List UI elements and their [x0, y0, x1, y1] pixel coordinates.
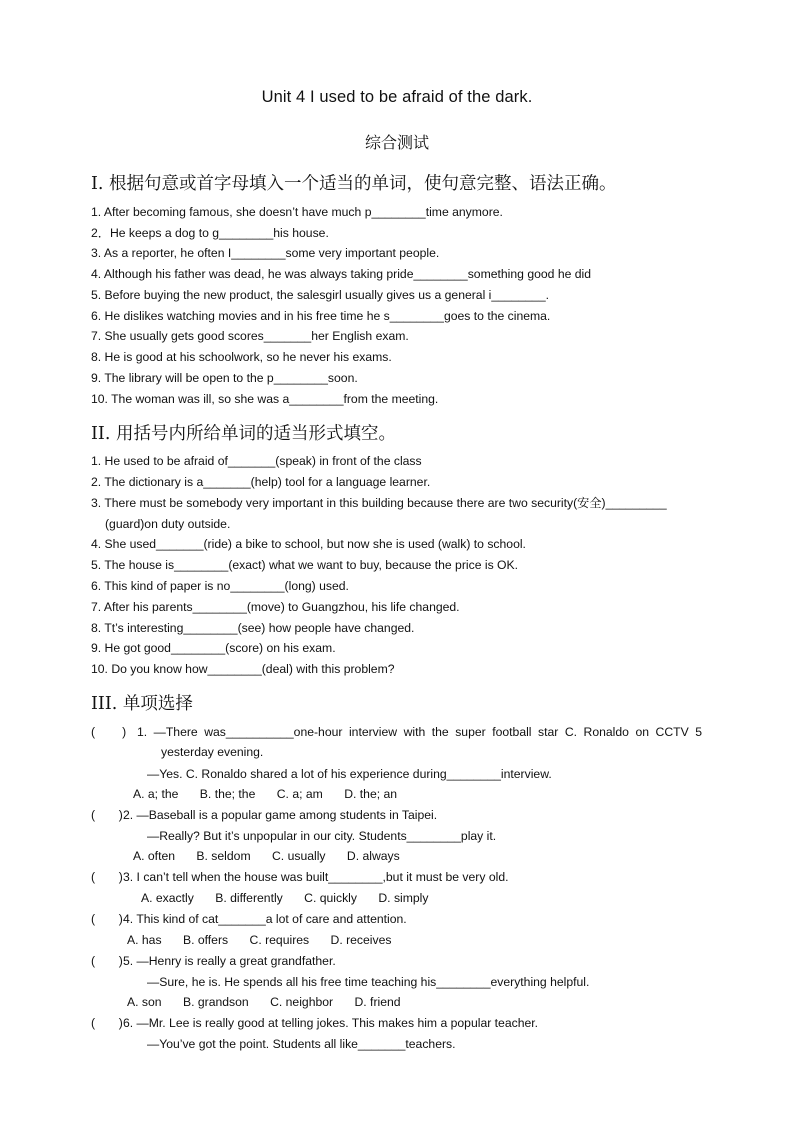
option-c[interactable]: C. a; am [276, 787, 323, 801]
answer-bracket[interactable]: ( ) [91, 808, 123, 822]
option-d[interactable]: D. simply [378, 891, 429, 905]
option-a[interactable]: A. often [133, 849, 176, 863]
option-a[interactable]: A. a; the [133, 787, 179, 801]
answer-bracket[interactable]: ( ) [91, 725, 127, 739]
q1-stem: 1. —There was__________one-hour interview with the super football star C. Ronaldo on CCTV 5 [137, 725, 702, 739]
s2-item-7: 7. After his parents________(move) to Guangzhou, his life changed. [91, 600, 460, 614]
q2-reply: —Really? But it’s unpopular in our city. Students________play it. [147, 829, 497, 843]
page-subtitle: 综合测试 [364, 133, 429, 152]
q5-options [127, 994, 419, 1010]
option-b[interactable]: B. seldom [196, 849, 251, 863]
answer-bracket[interactable]: ( ) [91, 912, 123, 926]
s2-item-8: 8. Tt’s interesting________(see) how people have changed. [91, 621, 415, 635]
q5-stem: 5. —Henry is really a great grandfather. [123, 954, 336, 968]
option-b[interactable]: B. offers [182, 933, 229, 947]
q3-stem: 3. I can’t tell when the house was built________,but it must be very old. [123, 870, 509, 884]
option-b[interactable]: B. grandson [182, 995, 249, 1009]
page-title: Unit 4 I used to be afraid of the dark. [261, 88, 533, 106]
option-d[interactable]: D. friend [354, 995, 401, 1009]
q6-reply: —You’ve got the point. Students all like_______teachers. [147, 1037, 456, 1051]
option-a[interactable]: A. exactly [141, 891, 194, 905]
q2-stem: 2. —Baseball is a popular game among students in Taipei. [123, 808, 438, 822]
option-d[interactable]: D. always [346, 849, 400, 863]
s2-item-10: 10. Do you know how________(deal) with this problem? [91, 662, 395, 676]
q1-options [133, 786, 415, 802]
s1-item-4: 4. Although his father was dead, he was always taking pride________something good he did [91, 267, 592, 281]
s2-item-1: 1. He used to be afraid of_______(speak) in front of the class [91, 454, 422, 468]
q5-reply: —Sure, he is. He spends all his free time teaching his________everything helpful. [147, 975, 590, 989]
s2-item-6: 6. This kind of paper is no________(long) used. [91, 579, 349, 593]
s1-item-10: 10. The woman was ill, so she was a________from the meeting. [91, 392, 439, 406]
q2-options [133, 848, 418, 864]
q3-options [141, 890, 446, 906]
s2-item-9: 9. He got good________(score) on his exam. [91, 641, 336, 655]
section-1-heading: I. 根据句意或首字母填入一个适当的单词，使句意完整、语法正确。 [91, 174, 617, 194]
section-3-heading: III. 单项选择 [91, 694, 193, 714]
s1-item-1: 1. After becoming famous, she doesn’t have much p________time anymore. [91, 205, 503, 219]
option-d[interactable]: D. receives [330, 933, 392, 947]
section-2-heading: II. 用括号内所给单词的适当形式填空。 [91, 424, 396, 444]
option-c[interactable]: C. usually [272, 849, 326, 863]
option-c[interactable]: C. requires [249, 933, 310, 947]
option-a[interactable]: A. has [127, 933, 162, 947]
s2-item-3: 3. There must be somebody very important in this building because there are two security(安全)_________ [91, 496, 667, 510]
q1-stem-cont: yesterday evening. [161, 745, 264, 759]
option-d[interactable]: D. the; an [344, 787, 398, 801]
s1-item-6: 6. He dislikes watching movies and in his free time he s________goes to the cinema. [91, 309, 551, 323]
answer-bracket[interactable]: ( ) [91, 1016, 123, 1030]
s2-item-3-cont: (guard)on duty outside. [105, 517, 231, 531]
s1-item-8: 8. He is good at his schoolwork, so he never his exams. [91, 350, 392, 364]
option-b[interactable]: B. the; the [199, 787, 256, 801]
s1-item-7: 7. She usually gets good scores_______her English exam. [91, 329, 409, 343]
s1-item-9: 9. The library will be open to the p________soon. [91, 371, 358, 385]
option-c[interactable]: C. quickly [304, 891, 357, 905]
answer-bracket[interactable]: ( ) [91, 954, 123, 968]
s2-item-2: 2. The dictionary is a_______(help) tool for a language learner. [91, 475, 431, 489]
q4-stem: 4. This kind of cat_______a lot of care and attention. [123, 912, 407, 926]
q4-options [127, 932, 409, 948]
q1-reply: —Yes. C. Ronaldo shared a lot of his experience during________interview. [147, 767, 552, 781]
answer-bracket[interactable]: ( ) [91, 870, 123, 884]
q6-stem: 6. —Mr. Lee is really good at telling jokes. This makes him a popular teacher. [123, 1016, 539, 1030]
option-b[interactable]: B. differently [215, 891, 283, 905]
option-a[interactable]: A. son [127, 995, 162, 1009]
s2-item-5: 5. The house is________(exact) what we want to buy, because the price is OK. [91, 558, 519, 572]
s1-item-3: 3. As a reporter, he often I________some very important people. [91, 246, 440, 260]
option-c[interactable]: C. neighbor [270, 995, 334, 1009]
s1-item-5: 5. Before buying the new product, the salesgirl usually gives us a general i________. [91, 288, 550, 302]
s1-item-2: 2．He keeps a dog to g________his house. [91, 226, 329, 240]
s2-item-4: 4. She used_______(ride) a bike to school, but now she is used (walk) to school. [91, 537, 526, 551]
